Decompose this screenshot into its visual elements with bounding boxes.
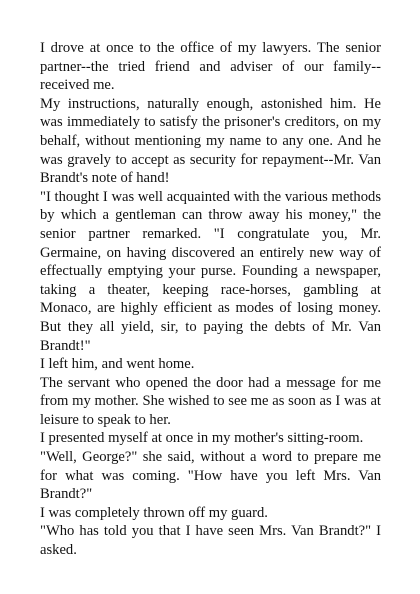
paragraph: "Who has told you that I have seen Mrs. Van Brandt?" I asked. <box>40 523 381 559</box>
paragraph: I presented myself at once in my mother's sitting-room. <box>40 430 364 447</box>
paragraph: My instructions, naturally enough, astonished him. He was immediately to satisfy the prisoner's creditors, on my behalf, without mentioning my name to any one. And he was gravely to accept as security for repayment--Mr. Van Brandt's note of hand! <box>40 95 381 187</box>
paragraph: I left him, and went home. <box>40 356 195 373</box>
paragraph: I drove at once to the office of my lawyers. The senior partner--the tried friend and adviser of our family--received me. <box>40 40 381 94</box>
document-page <box>40 39 381 560</box>
paragraph: "Well, George?" she said, without a word to prepare me for what was coming. "How have you left Mrs. Van Brandt?" <box>40 449 381 503</box>
paragraph: I was completely thrown off my guard. <box>40 504 268 521</box>
paragraph: The servant who opened the door had a message for me from my mother. She wished to see me as soon as I was at leisure to speak to her. <box>40 374 381 428</box>
paragraph: "I thought I was well acquainted with the various methods by which a gentleman can throw away his money," the senior partner remarked. "I congratulate you, Mr. Germaine, on having discovered an entirely new way of effectually emptying your purse. Founding a newspaper, taking a theater, keeping race-horses, gambling at Monaco, are highly efficient as modes of losing money. But they all yield, sir, to paying the debts of Mr. Van Brandt!" <box>40 188 381 354</box>
